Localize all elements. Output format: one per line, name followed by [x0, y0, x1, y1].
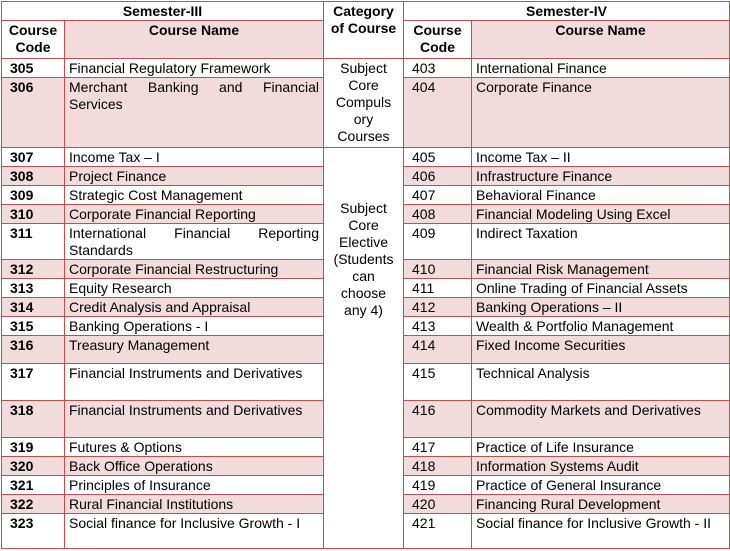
sem3-course-name: International Financial Reporting Standards	[65, 224, 324, 260]
sem3-course-code: 309	[2, 186, 65, 205]
sem3-course-code: 322	[2, 495, 65, 514]
sem3-course-code: 314	[2, 298, 65, 317]
sem4-course-code: 419	[404, 476, 472, 495]
sem3-course-code: 312	[2, 260, 65, 279]
sem3-course-name: Social finance for Inclusive Growth - I	[65, 514, 324, 549]
sem3-course-code: 305	[2, 59, 65, 78]
sem4-course-code: 421	[404, 514, 472, 549]
sem3-course-code: 318	[2, 401, 65, 438]
sem4-course-code: 408	[404, 205, 472, 224]
sem4-course-code: 405	[404, 148, 472, 167]
sem3-course-code: 321	[2, 476, 65, 495]
sem4-course-code: 413	[404, 317, 472, 336]
sem4-course-name: Behavioral Finance	[472, 186, 730, 205]
sem4-course-code: 407	[404, 186, 472, 205]
sem3-course-code: 316	[2, 336, 65, 364]
sem3-course-code: 308	[2, 167, 65, 186]
sem4-course-name: Financing Rural Development	[472, 495, 730, 514]
sem3-course-name: Income Tax – I	[65, 148, 324, 167]
sem3-course-name: Financial Regulatory Framework	[65, 59, 324, 78]
sem4-course-name: Practice of Life Insurance	[472, 438, 730, 457]
sem4-course-name: Technical Analysis	[472, 364, 730, 401]
sem3-course-name: Banking Operations - I	[65, 317, 324, 336]
sem3-course-code: 306	[2, 78, 65, 148]
sem4-course-code: 420	[404, 495, 472, 514]
sem3-course-code: 310	[2, 205, 65, 224]
sem3-course-name: Principles of Insurance	[65, 476, 324, 495]
table-row	[2, 59, 730, 78]
category-header: Category of Course	[324, 2, 404, 59]
sem4-course-code: 417	[404, 438, 472, 457]
sem4-course-name: Fixed Income Securities	[472, 336, 730, 364]
sem4-course-code: 414	[404, 336, 472, 364]
sem4-course-name: Information Systems Audit	[472, 457, 730, 476]
sem4-course-code: 411	[404, 279, 472, 298]
sem4-course-code: 418	[404, 457, 472, 476]
course-code-header: Course Code	[2, 21, 65, 59]
sem4-course-name: Social finance for Inclusive Growth - II	[472, 514, 730, 549]
sem4-course-name: Practice of General Insurance	[472, 476, 730, 495]
sem4-course-name: Online Trading of Financial Assets	[472, 279, 730, 298]
sem4-course-name: Indirect Taxation	[472, 224, 730, 260]
sem3-course-name: Treasury Management	[65, 336, 324, 364]
sem4-course-name: Commodity Markets and Derivatives	[472, 401, 730, 438]
sem4-course-name: Corporate Finance	[472, 78, 730, 148]
sem3-course-code: 313	[2, 279, 65, 298]
sem4-course-code: 409	[404, 224, 472, 260]
sem4-course-code: 412	[404, 298, 472, 317]
sem3-course-code: 320	[2, 457, 65, 476]
sem3-course-code: 319	[2, 438, 65, 457]
sem4-course-name: Financial Risk Management	[472, 260, 730, 279]
course-name-header: Course Name	[65, 21, 324, 59]
sem3-course-name: Strategic Cost Management	[65, 186, 324, 205]
semester-3-header: Semester-III	[2, 2, 324, 21]
sem3-course-code: 317	[2, 364, 65, 401]
sem4-course-name: Income Tax – II	[472, 148, 730, 167]
sem3-course-name: Financial Instruments and Derivatives	[65, 401, 324, 438]
sem3-course-name: Project Finance	[65, 167, 324, 186]
sem4-course-code: 406	[404, 167, 472, 186]
sem4-course-code: 410	[404, 260, 472, 279]
course-table	[1, 1, 730, 549]
sem4-course-name: Banking Operations – II	[472, 298, 730, 317]
sem3-course-name: Corporate Financial Restructuring	[65, 260, 324, 279]
sem3-course-name: Futures & Options	[65, 438, 324, 457]
sem4-course-code: 403	[404, 59, 472, 78]
semester-4-header: Semester-IV	[404, 2, 730, 21]
table-body	[2, 59, 730, 549]
sem4-course-name: Financial Modeling Using Excel	[472, 205, 730, 224]
sem3-course-name: Credit Analysis and Appraisal	[65, 298, 324, 317]
table-row	[2, 148, 730, 167]
sem3-course-code: 315	[2, 317, 65, 336]
sem4-course-code: 415	[404, 364, 472, 401]
sem4-course-name: Infrastructure Finance	[472, 167, 730, 186]
course-code-header: Course Code	[404, 21, 472, 59]
sem4-course-code: 404	[404, 78, 472, 148]
sem3-course-code: 311	[2, 224, 65, 260]
sem4-course-name: International Finance	[472, 59, 730, 78]
sem3-course-name: Merchant Banking and Financial Services	[65, 78, 324, 148]
sem3-course-name: Rural Financial Institutions	[65, 495, 324, 514]
sem3-course-code: 307	[2, 148, 65, 167]
sem3-course-code: 323	[2, 514, 65, 549]
category-elective: Subject Core Elective (Students can choose any 4)	[324, 148, 404, 549]
sem3-course-name: Back Office Operations	[65, 457, 324, 476]
category-core: Subject Core Compuls ory Courses	[324, 59, 404, 148]
sem4-course-name: Wealth & Portfolio Management	[472, 317, 730, 336]
sem3-course-name: Corporate Financial Reporting	[65, 205, 324, 224]
sem3-course-name: Financial Instruments and Derivatives	[65, 364, 324, 401]
sem4-course-code: 416	[404, 401, 472, 438]
course-name-header: Course Name	[472, 21, 730, 59]
sem3-course-name: Equity Research	[65, 279, 324, 298]
